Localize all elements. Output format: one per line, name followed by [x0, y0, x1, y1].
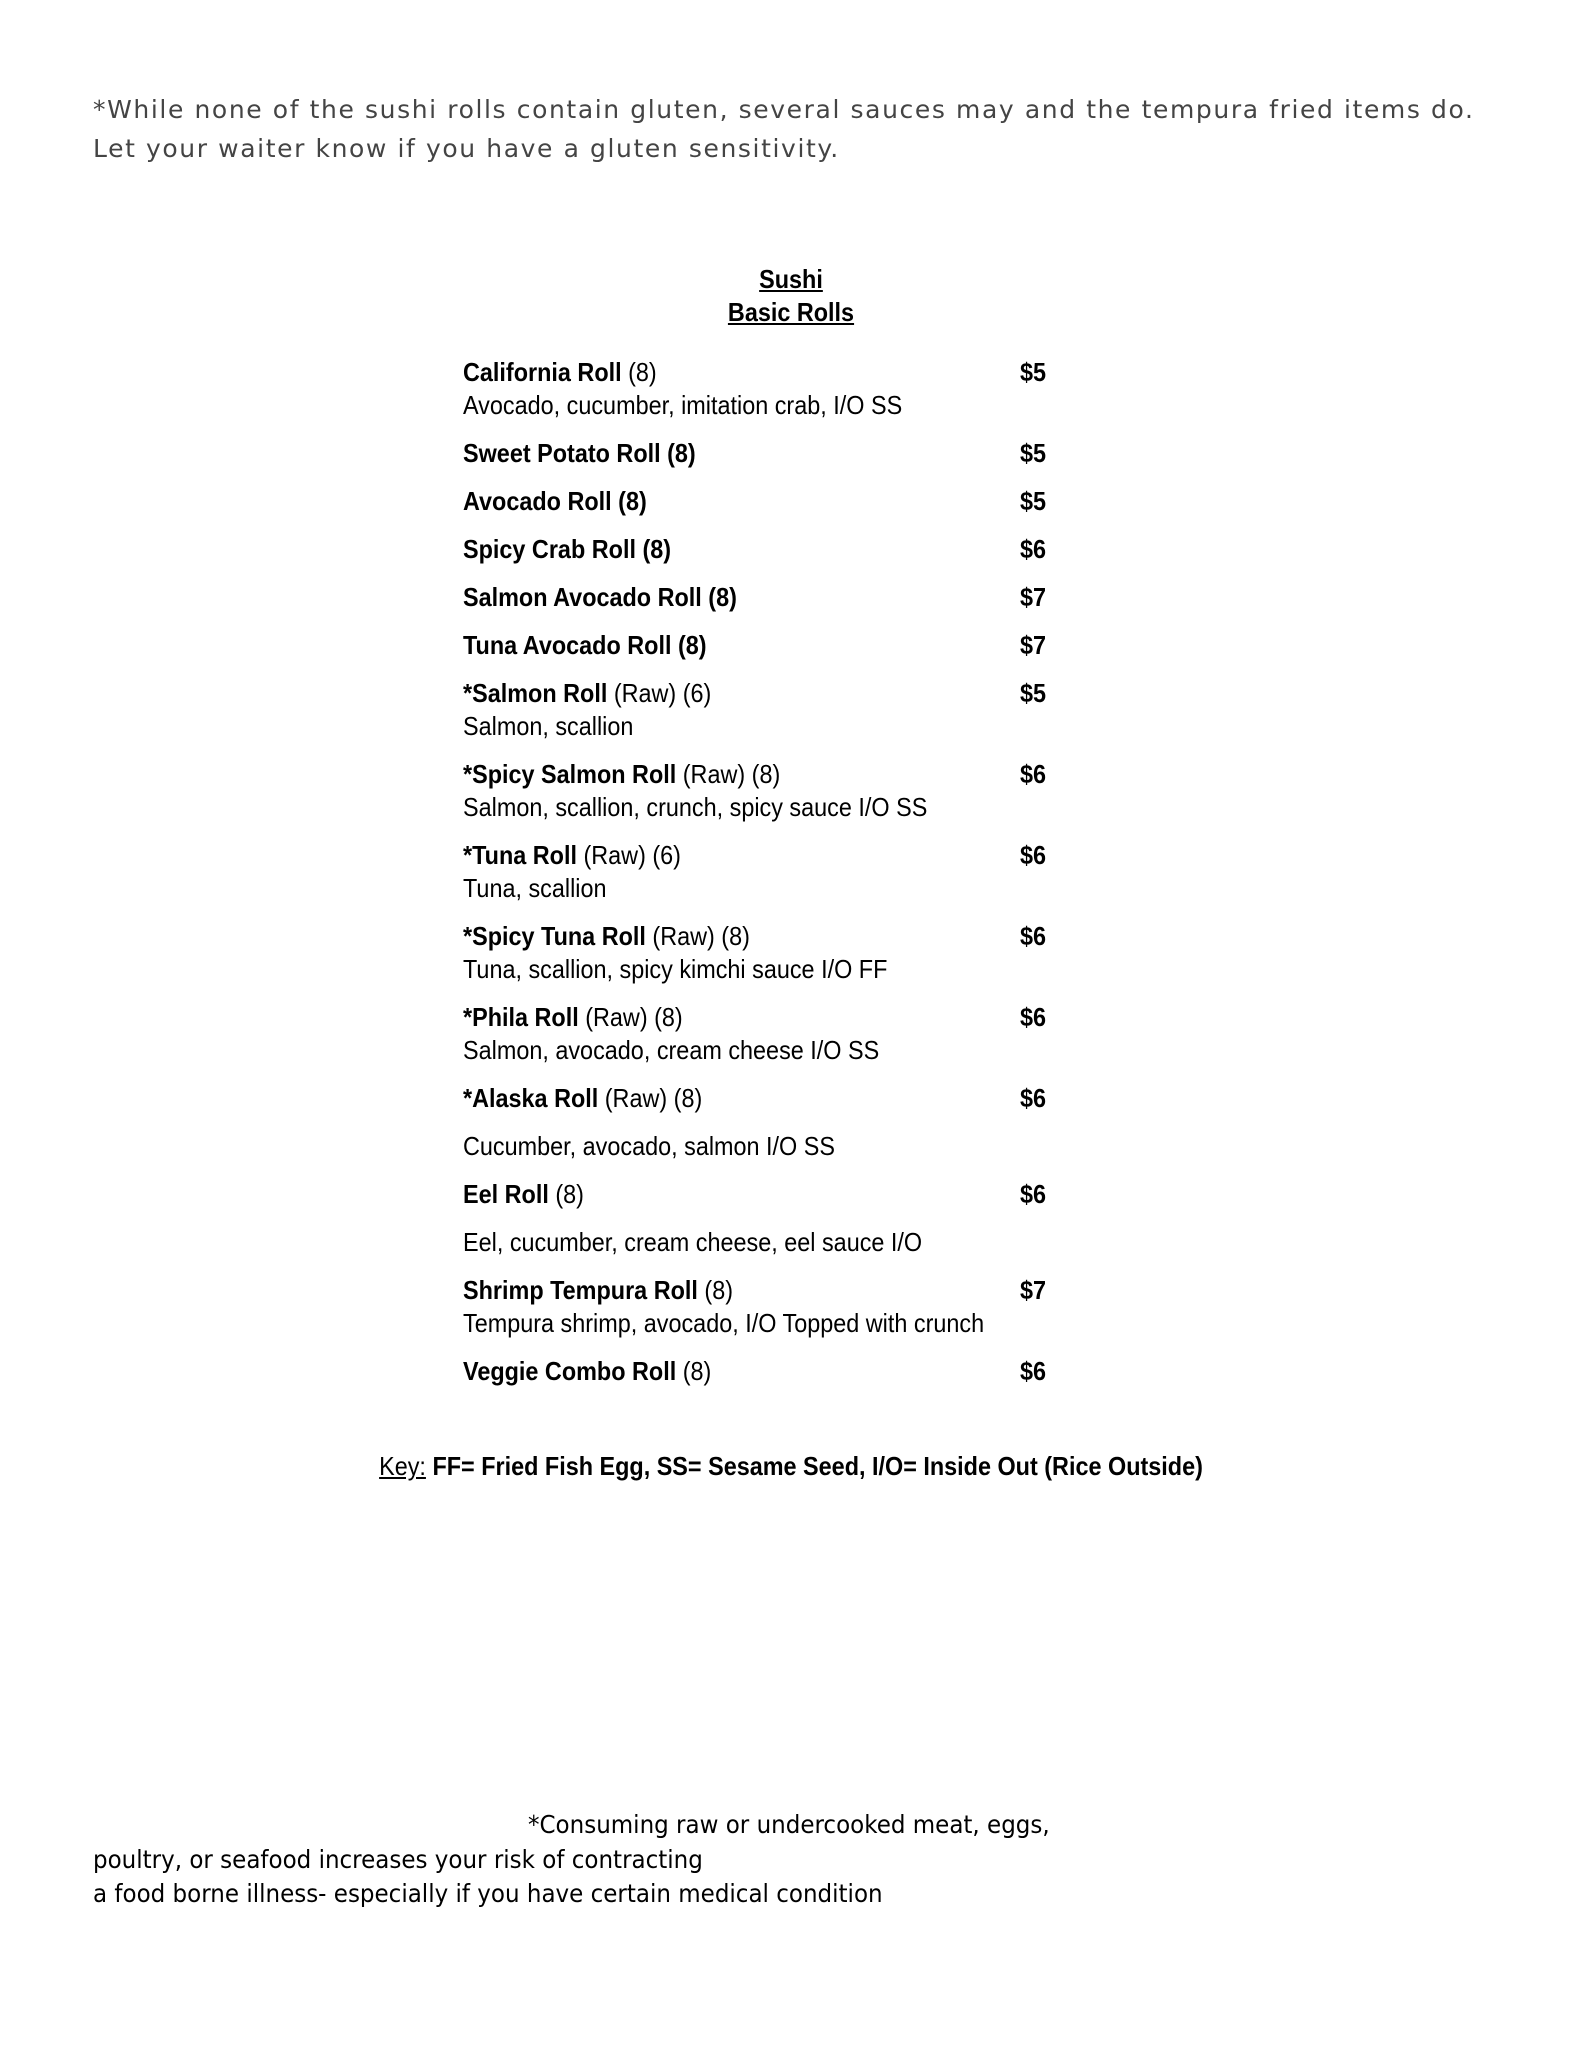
item-qty: (Raw) (6) — [607, 678, 712, 708]
item-price: $7 — [1020, 582, 1047, 612]
item-description: Salmon, scallion — [463, 711, 634, 741]
menu-item-eel-roll — [463, 1178, 1083, 1259]
menu-item-california-roll — [463, 356, 1083, 422]
item-name: Sweet Potato Roll — [463, 438, 661, 468]
menu-item-salmon-avocado-roll — [463, 581, 1083, 614]
item-name: *Tuna Roll — [463, 840, 577, 870]
item-qty: (8) — [676, 1356, 712, 1386]
menu-item-spicy-crab-roll — [463, 533, 1083, 566]
menu-item-avocado-roll — [463, 485, 1083, 518]
menu-item-sweet-potato-roll — [463, 437, 1083, 470]
item-qty: (8) — [660, 438, 696, 468]
section-title: Sushi — [759, 264, 823, 294]
menu-item-shrimp-tempura-roll — [463, 1274, 1083, 1340]
key-label: Key: — [379, 1451, 426, 1481]
item-price: $5 — [1020, 357, 1047, 387]
menu-item-alaska-roll — [463, 1082, 1083, 1163]
item-name: Avocado Roll — [463, 486, 612, 516]
item-qty: (Raw) (8) — [645, 921, 750, 951]
item-description: Avocado, cucumber, imitation crab, I/O SS — [463, 390, 903, 420]
item-name: Shrimp Tempura Roll — [463, 1275, 698, 1305]
item-price: $6 — [1020, 759, 1047, 789]
raw-warning-line-3: a food borne illness- especially if you have certain medical condition — [93, 1879, 883, 1908]
gluten-disclaimer: *While none of the sushi rolls contain gluten, several sauces may and the tempura fried items do. Let your waiter know if you have a gluten sensitivity. — [93, 95, 1475, 163]
item-price: $6 — [1020, 1179, 1047, 1209]
item-name: *Spicy Tuna Roll — [463, 921, 646, 951]
item-name: Veggie Combo Roll — [463, 1356, 677, 1386]
key-definitions: FF= Fried Fish Egg, SS= Sesame Seed, I/O= Inside Out (Rice Outside) — [425, 1451, 1203, 1481]
raw-warning-line-2: poultry, or seafood increases your risk of contracting — [93, 1845, 703, 1874]
item-name: California Roll — [463, 357, 622, 387]
item-description: Tuna, scallion, spicy kimchi sauce I/O FF — [463, 954, 888, 984]
item-name: *Alaska Roll — [463, 1083, 599, 1113]
item-price: $5 — [1020, 678, 1047, 708]
menu-item-tuna-roll — [463, 839, 1083, 905]
item-description: Salmon, scallion, crunch, spicy sauce I/O SS — [463, 792, 928, 822]
abbreviation-key — [79, 1451, 1503, 1482]
item-qty: (Raw) (6) — [576, 840, 681, 870]
item-qty: (Raw) (8) — [676, 759, 781, 789]
item-price: $6 — [1020, 1083, 1047, 1113]
item-price: $6 — [1020, 840, 1047, 870]
item-qty: (8) — [697, 1275, 733, 1305]
item-price: $6 — [1020, 1002, 1047, 1032]
item-qty: (8) — [611, 486, 647, 516]
item-name: *Phila Roll — [463, 1002, 579, 1032]
item-qty: (8) — [671, 630, 707, 660]
item-name: Spicy Crab Roll — [463, 534, 636, 564]
item-qty: (8) — [548, 1179, 584, 1209]
item-name: Tuna Avocado Roll — [463, 630, 672, 660]
item-name: *Salmon Roll — [463, 678, 608, 708]
item-price: $6 — [1020, 921, 1047, 951]
item-qty: (8) — [701, 582, 737, 612]
raw-warning-line-1: *Consuming raw or undercooked meat, eggs, — [528, 1810, 1050, 1839]
item-price: $7 — [1020, 1275, 1047, 1305]
item-qty: (Raw) (8) — [578, 1002, 683, 1032]
menu-item-spicy-salmon-roll — [463, 758, 1083, 824]
item-name: *Spicy Salmon Roll — [463, 759, 677, 789]
item-price: $5 — [1020, 486, 1047, 516]
item-qty: (Raw) (8) — [598, 1083, 703, 1113]
item-description: Cucumber, avocado, salmon I/O SS — [463, 1131, 835, 1161]
menu-item-spicy-tuna-roll — [463, 920, 1083, 986]
menu-item-veggie-combo-roll — [463, 1355, 1083, 1388]
item-price: $7 — [1020, 630, 1047, 660]
menu-item-phila-roll — [463, 1001, 1083, 1067]
subsection-title: Basic Rolls — [727, 297, 855, 327]
menu-item-tuna-avocado-roll — [463, 629, 1083, 662]
item-description: Tuna, scallion — [463, 873, 607, 903]
item-price: $5 — [1020, 438, 1047, 468]
item-description: Tempura shrimp, avocado, I/O Topped with crunch — [463, 1308, 985, 1338]
item-name: Eel Roll — [463, 1179, 549, 1209]
item-qty: (8) — [621, 357, 657, 387]
item-price: $6 — [1020, 1356, 1047, 1386]
item-description: Eel, cucumber, cream cheese, eel sauce I/O — [463, 1227, 923, 1257]
menu-list — [463, 356, 1083, 1403]
menu-item-salmon-roll — [463, 677, 1083, 743]
item-description: Salmon, avocado, cream cheese I/O SS — [463, 1035, 880, 1065]
item-name: Salmon Avocado Roll — [463, 582, 702, 612]
item-qty: (8) — [635, 534, 672, 564]
item-price: $6 — [1020, 534, 1047, 564]
